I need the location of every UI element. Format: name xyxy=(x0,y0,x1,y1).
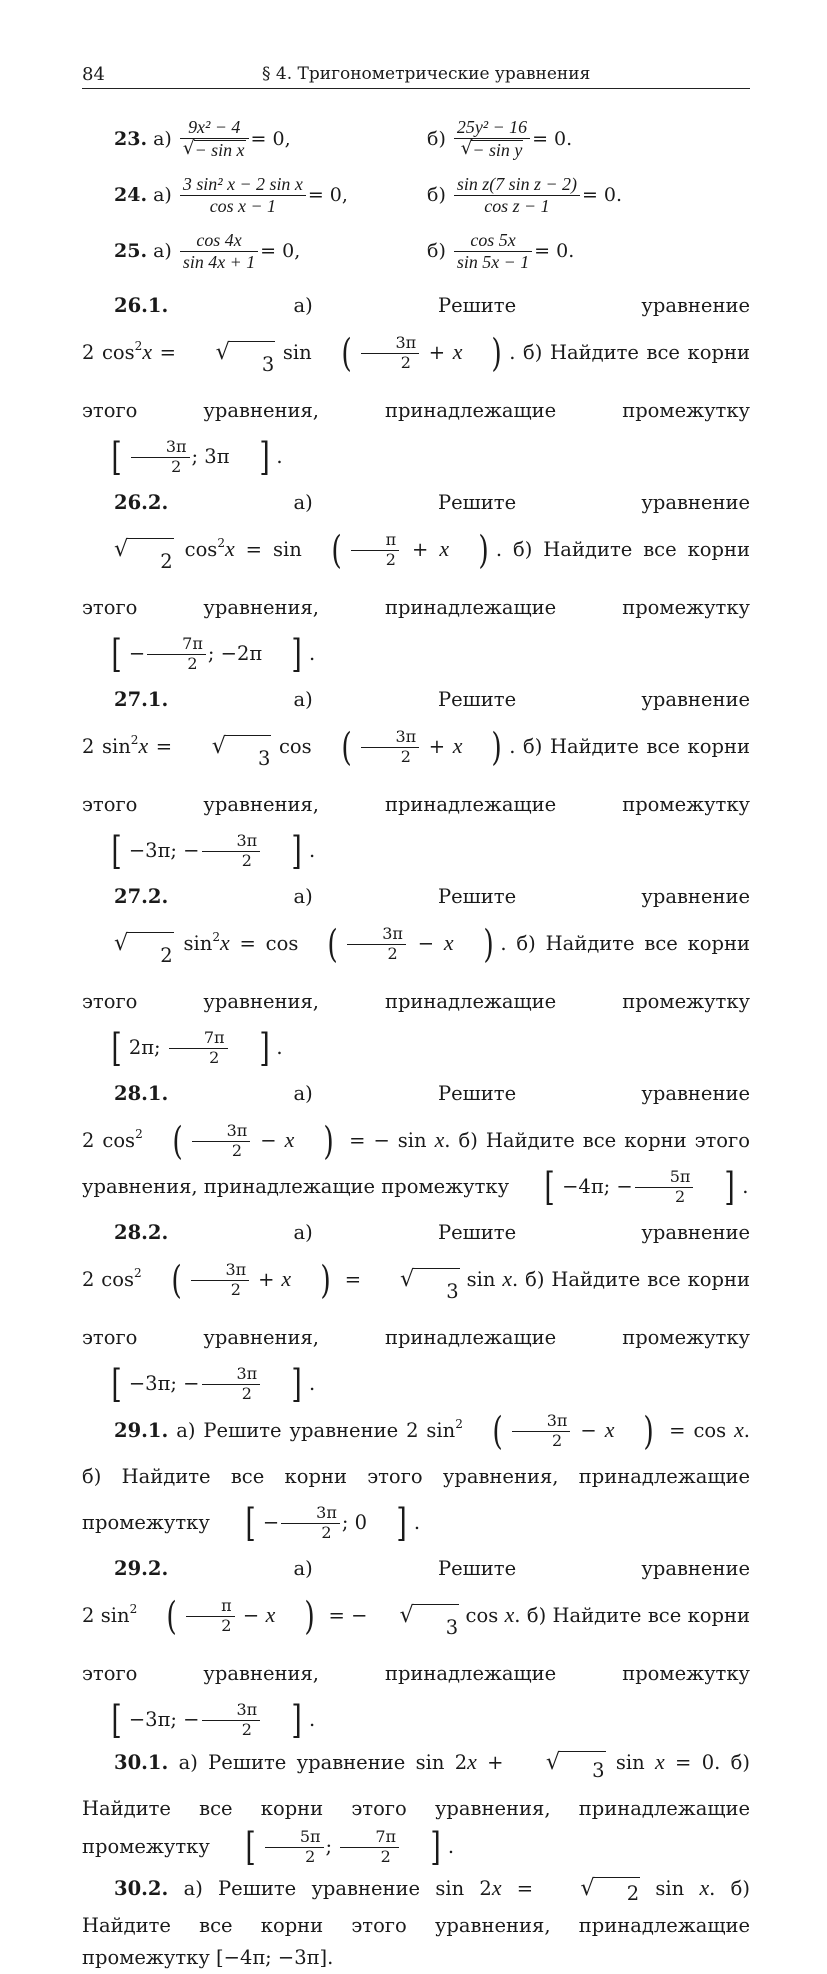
problem-29-1 xyxy=(82,1407,750,1546)
problem-number: 30.1. xyxy=(114,1751,169,1774)
part-a-text: а) Решите уравнение xyxy=(293,1221,750,1244)
formula-25a-rhs: = 0, xyxy=(260,240,301,262)
formula-25b-rhs: = 0. xyxy=(534,240,575,262)
page xyxy=(82,58,750,1974)
part-a-label: а) xyxy=(153,240,172,262)
problem-30-1 xyxy=(82,1743,750,1870)
equation: 2 $\cos^2$ ( $\frac{3\pi}{2}$ + x ) = √ 3 sin x. xyxy=(82,1268,518,1291)
problem-number: 25. xyxy=(114,240,148,262)
equation: 2 $\sin^2x$ = √ 3 cos ( $\frac{3\pi}{2}$ + x ) . xyxy=(82,735,515,758)
equation: sin 2x + √ 3 sin x = 0. xyxy=(416,1751,721,1774)
problem-number: 23. xyxy=(114,128,148,150)
formula-24b: $\frac{\text{sin z(7 sin z − 2)}}{\text{cos z − 1}}$ xyxy=(454,175,580,216)
part-a-text: а) Решите уравнение xyxy=(178,1751,406,1774)
problem-26-1 xyxy=(82,283,750,480)
part-a-text: а) Решите уравнение xyxy=(293,491,750,514)
interval: [ −3π; − $\frac{3\pi}{2}$ ] . xyxy=(111,1698,316,1743)
problem-number: 28.2. xyxy=(114,1221,169,1244)
formula-25a: $\frac{\cos 4x}{\sin 4x + 1}$ xyxy=(180,231,258,272)
page-number: 84 xyxy=(82,64,105,85)
formula-23b: 25y² − 16 √ − sin y xyxy=(454,118,530,160)
problem-number: 27.2. xyxy=(114,885,169,908)
problem-23 xyxy=(82,111,750,167)
interval: [ $\frac{3\pi}{2}$ ; 3π ] . xyxy=(111,435,283,480)
interval: [ − $\frac{3\pi}{2}$ ; 0 ] . xyxy=(245,1501,421,1546)
part-a-label: а) xyxy=(153,184,172,206)
problem-number: 28.1. xyxy=(114,1082,169,1105)
part-b-text: б) Найдите все корни этого уравнения, принадлежащие промежутку xyxy=(82,1877,750,1969)
interval: [ 2π; $\frac{7\pi}{2}$ ] . xyxy=(111,1026,283,1071)
part-b-text: б) Найдите все корни этого уравнения, принадлежащие промежутку xyxy=(82,1268,750,1349)
formula-23a: 9x² − 4 √ − sin x xyxy=(180,118,249,160)
problem-number: 27.1. xyxy=(114,688,169,711)
part-a-text: а) Решите уравнение xyxy=(293,1082,750,1105)
interval: [ $\frac{5\pi}{2}$ ; $\frac{7\pi}{2}$ ] . xyxy=(245,1825,455,1870)
problem-25 xyxy=(82,223,750,279)
problem-number: 26.1. xyxy=(114,294,169,317)
interval: [−4π; −3π]. xyxy=(216,1946,334,1969)
part-b-text: б) Найдите все корни этого уравнения, принадлежащие промежутку xyxy=(82,1465,750,1534)
part-a-text: а) Решите уравнение xyxy=(176,1419,399,1442)
formula-23b-rhs: = 0. xyxy=(532,128,573,150)
part-a-text: а) Решите уравнение xyxy=(293,688,750,711)
problem-26-2 xyxy=(82,480,750,677)
formula-24a: $\frac{\text{3 sin² x − 2 sin x}}{\text{cos x − 1}}$ xyxy=(180,175,306,216)
problem-30-2 xyxy=(82,1872,750,1974)
problem-28-1 xyxy=(82,1071,750,1210)
problem-number: 26.2. xyxy=(114,491,169,514)
equation: sin 2x = √ 2 sin x. xyxy=(435,1877,715,1900)
running-title: § 4. Тригонометрические уравнения xyxy=(262,64,591,84)
part-a-text: а) Решите уравнение xyxy=(293,885,750,908)
part-b-text: б) Найдите все корни этого уравнения, принадлежащие промежутку xyxy=(82,735,750,816)
interval: [ − $\frac{7\pi}{2}$ ; −2π ] . xyxy=(111,632,316,677)
problem-number: 29.1. xyxy=(114,1419,169,1442)
part-b-label: б) xyxy=(427,240,446,262)
problem-28-2 xyxy=(82,1210,750,1407)
interval: [ −4π; − $\frac{5\pi}{2}$ ] . xyxy=(544,1165,749,1210)
problem-24 xyxy=(82,167,750,223)
formula-25b: $\frac{\cos 5x}{\sin 5x - 1}$ xyxy=(454,231,532,272)
part-a-label: а) xyxy=(153,128,172,150)
problem-27-1 xyxy=(82,677,750,874)
part-b-label: б) xyxy=(427,128,446,150)
part-b-text: б) Найдите все корни этого уравнения, принадлежащие промежутку xyxy=(82,1129,750,1198)
problem-29-2 xyxy=(82,1546,750,1743)
interval: [ −3π; − $\frac{3\pi}{2}$ ] . xyxy=(111,1362,316,1407)
equation: 2 $\cos^2$ ( $\frac{3\pi}{2}$ − x ) = − sin x. xyxy=(82,1119,451,1164)
part-b-text: б) Найдите все корни этого уравнения, принадлежащие промежутку xyxy=(82,341,750,422)
part-b-text: б) Найдите все корни этого уравнения, принадлежащие промежутку xyxy=(82,1751,750,1858)
formula-23a-rhs: = 0, xyxy=(250,128,291,150)
problem-number: 29.2. xyxy=(114,1557,169,1580)
problem-number: 30.2. xyxy=(114,1877,169,1900)
part-a-text: а) Решите уравнение xyxy=(293,294,750,317)
formula-24b-rhs: = 0. xyxy=(581,184,623,206)
interval: [ −3π; − $\frac{3\pi}{2}$ ] . xyxy=(111,829,316,874)
part-a-text: а) Решите уравнение xyxy=(293,1557,750,1580)
equation: 2 $\cos^2x$ = √ 3 sin ( $\frac{3\pi}{2}$ + x ) . xyxy=(82,341,515,364)
part-b-label: б) xyxy=(427,184,446,206)
part-b-text: б) Найдите все корни этого уравнения, принадлежащие промежутку xyxy=(82,538,750,619)
equation: 2 $\sin^2$ ( $\frac{3\pi}{2}$ − x ) = cos x. xyxy=(406,1409,750,1454)
formula-24a-rhs: = 0, xyxy=(307,184,348,206)
equation: √ 2 $\sin^2x = \cos$ ( $\frac{3\pi}{2}$ − x ) . xyxy=(82,932,507,955)
part-b-text: б) Найдите все корни этого уравнения, принадлежащие промежутку xyxy=(82,932,750,1013)
part-a-text: а) Решите уравнение xyxy=(183,1877,421,1900)
problem-27-2 xyxy=(82,874,750,1071)
page-header xyxy=(82,58,750,89)
part-b-text: б) Найдите все корни этого уравнения, принадлежащие промежутку xyxy=(82,1604,750,1685)
equation: 2 $\sin^2$ ( $\frac{\pi}{2}$ − x ) = − √ 3 cos x. xyxy=(82,1604,520,1627)
problem-number: 24. xyxy=(114,184,148,206)
equation: √ 2 $\cos^2x = \sin$ ( $\frac{\pi}{2}$ + x ) . xyxy=(82,538,502,561)
